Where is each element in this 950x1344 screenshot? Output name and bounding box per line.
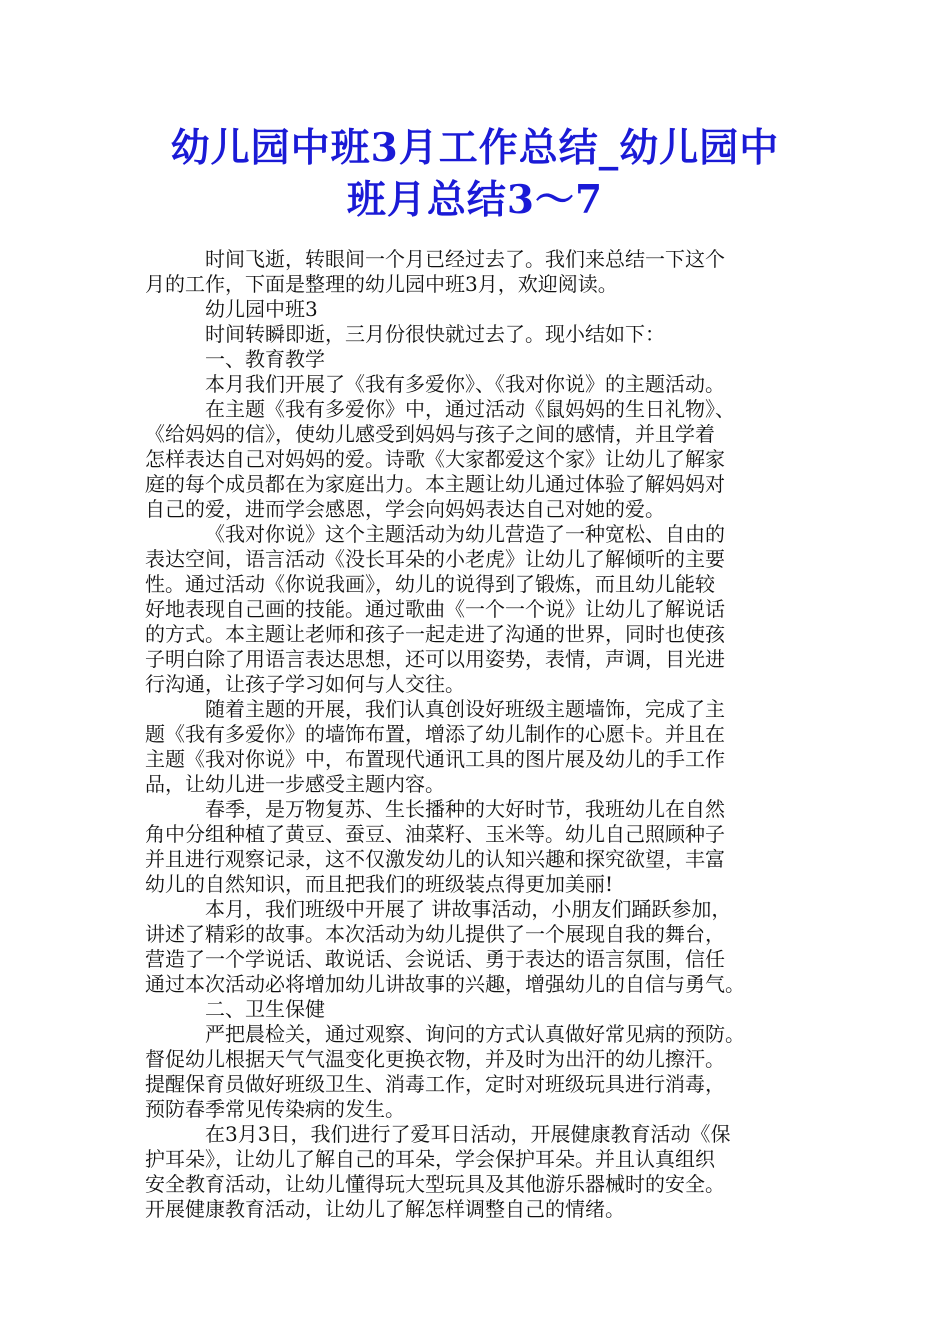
paragraph: [145, 697, 810, 797]
paragraph-line: 督促幼儿根据天气气温变化更换衣物，并及时为出汗的幼儿擦汗。: [145, 1047, 725, 1071]
paragraph-line: 讲述了精彩的故事。本次活动为幼儿提供了一个展现自我的舞台，: [145, 922, 725, 946]
paragraph-line: 在3月3日，我们进行了爱耳日活动，开展健康教育活动《保: [205, 1122, 731, 1146]
paragraph: [145, 897, 810, 997]
paragraph-line: 自己的爱，进而学会感恩，学会向妈妈表达自己对她的爱。: [145, 497, 665, 521]
paragraph-line: 时间转瞬即逝，三月份很快就过去了。现小结如下：: [205, 322, 665, 346]
document-body: [145, 247, 810, 1222]
paragraph-line: 的方式。本主题让老师和孩子一起走进了沟通的世界，同时也使孩: [145, 622, 725, 646]
paragraph-line: 并且进行观察记录，这不仅激发幼儿的认知兴趣和探究欲望，丰富: [145, 847, 725, 871]
document-title: [130, 122, 820, 226]
paragraph-line: 幼儿园中班3: [205, 297, 318, 321]
paragraph-line: 月的工作，下面是整理的幼儿园中班3月，欢迎阅读。: [145, 272, 618, 296]
paragraph-line: 本月我们开展了《我有多爱你》、《我对你说》的主题活动。: [205, 372, 725, 396]
paragraph-line: 庭的每个成员都在为家庭出力。本主题让幼儿通过体验了解妈妈对: [145, 472, 725, 496]
paragraph-line: 随着主题的开展，我们认真创设好班级主题墙饰，完成了主: [205, 697, 725, 721]
paragraph-line: 提醒保育员做好班级卫生、消毒工作，定时对班级玩具进行消毒，: [145, 1072, 725, 1096]
paragraph-line: 行沟通，让孩子学习如何与人交往。: [145, 672, 465, 696]
title-line-1: 幼儿园中班3月工作总结_幼儿园中: [170, 125, 780, 171]
paragraph-line: 二、卫生保健: [205, 997, 325, 1021]
paragraph: [145, 1122, 810, 1222]
paragraph-line: 子明白除了用语言表达思想，还可以用姿势，表情，声调，目光进: [145, 647, 725, 671]
paragraph-line: 怎样表达自己对妈妈的爱。诗歌《大家都爱这个家》让幼儿了解家: [145, 447, 725, 471]
paragraph-line: 春季，是万物复苏、生长播种的大好时节，我班幼儿在自然: [205, 797, 725, 821]
paragraph-line: 营造了一个学说话、敢说话、会说话、勇于表达的语言氛围，信任: [145, 947, 725, 971]
paragraph-line: 品，让幼儿进一步感受主题内容。: [145, 772, 445, 796]
paragraph-line: 严把晨检关，通过观察、询问的方式认真做好常见病的预防。: [205, 1022, 745, 1046]
paragraph-line: 时间飞逝，转眼间一个月已经过去了。我们来总结一下这个: [205, 247, 725, 271]
paragraph: [145, 347, 810, 372]
paragraph: [145, 522, 810, 697]
paragraph: [145, 397, 810, 522]
paragraph-line: 好地表现自己画的技能。通过歌曲《一个一个说》让幼儿了解说话: [145, 597, 725, 621]
paragraph: [145, 372, 810, 397]
paragraph: [145, 797, 810, 897]
paragraph-line: 在主题《我有多爱你》中，通过活动《鼠妈妈的生日礼物》、: [205, 397, 735, 421]
paragraph-line: 通过本次活动必将增加幼儿讲故事的兴趣，增强幼儿的自信与勇气。: [145, 972, 745, 996]
paragraph-line: 安全教育活动，让幼儿懂得玩大型玩具及其他游乐器械时的安全。: [145, 1172, 725, 1196]
paragraph: [145, 1022, 810, 1122]
paragraph: [145, 997, 810, 1022]
paragraph-line: 开展健康教育活动，让幼儿了解怎样调整自己的情绪。: [145, 1197, 625, 1221]
paragraph-line: 主题《我对你说》中，布置现代通讯工具的图片展及幼儿的手工作: [145, 747, 725, 771]
paragraph-line: 本月，我们班级中开展了 讲故事活动，小朋友们踊跃参加，: [205, 897, 732, 921]
paragraph-line: 一、教育教学: [205, 347, 325, 371]
paragraph-line: 《我对你说》这个主题活动为幼儿营造了一种宽松、自由的: [205, 522, 725, 546]
paragraph-line: 预防春季常见传染病的发生。: [145, 1097, 405, 1121]
paragraph-line: 性。通过活动《你说我画》，幼儿的说得到了锻炼，而且幼儿能较: [145, 572, 715, 596]
paragraph-line: 幼儿的自然知识，而且把我们的班级装点得更加美丽!: [145, 872, 614, 896]
paragraph-line: 角中分组种植了黄豆、蚕豆、油菜籽、玉米等。幼儿自己照顾种子: [145, 822, 725, 846]
paragraph: [145, 297, 810, 322]
paragraph: [145, 247, 810, 297]
paragraph-line: 护耳朵》，让幼儿了解自己的耳朵，学会保护耳朵。并且认真组织: [145, 1147, 715, 1171]
paragraph-line: 《给妈妈的信》，使幼儿感受到妈妈与孩子之间的感情，并且学着: [145, 422, 715, 446]
paragraph-line: 表达空间，语言活动《没长耳朵的小老虎》让幼儿了解倾听的主要: [145, 547, 725, 571]
paragraph-line: 题《我有多爱你》的墙饰布置，增添了幼儿制作的心愿卡。并且在: [145, 722, 725, 746]
paragraph: [145, 322, 810, 347]
title-line-2: 班月总结3～7: [346, 177, 604, 223]
